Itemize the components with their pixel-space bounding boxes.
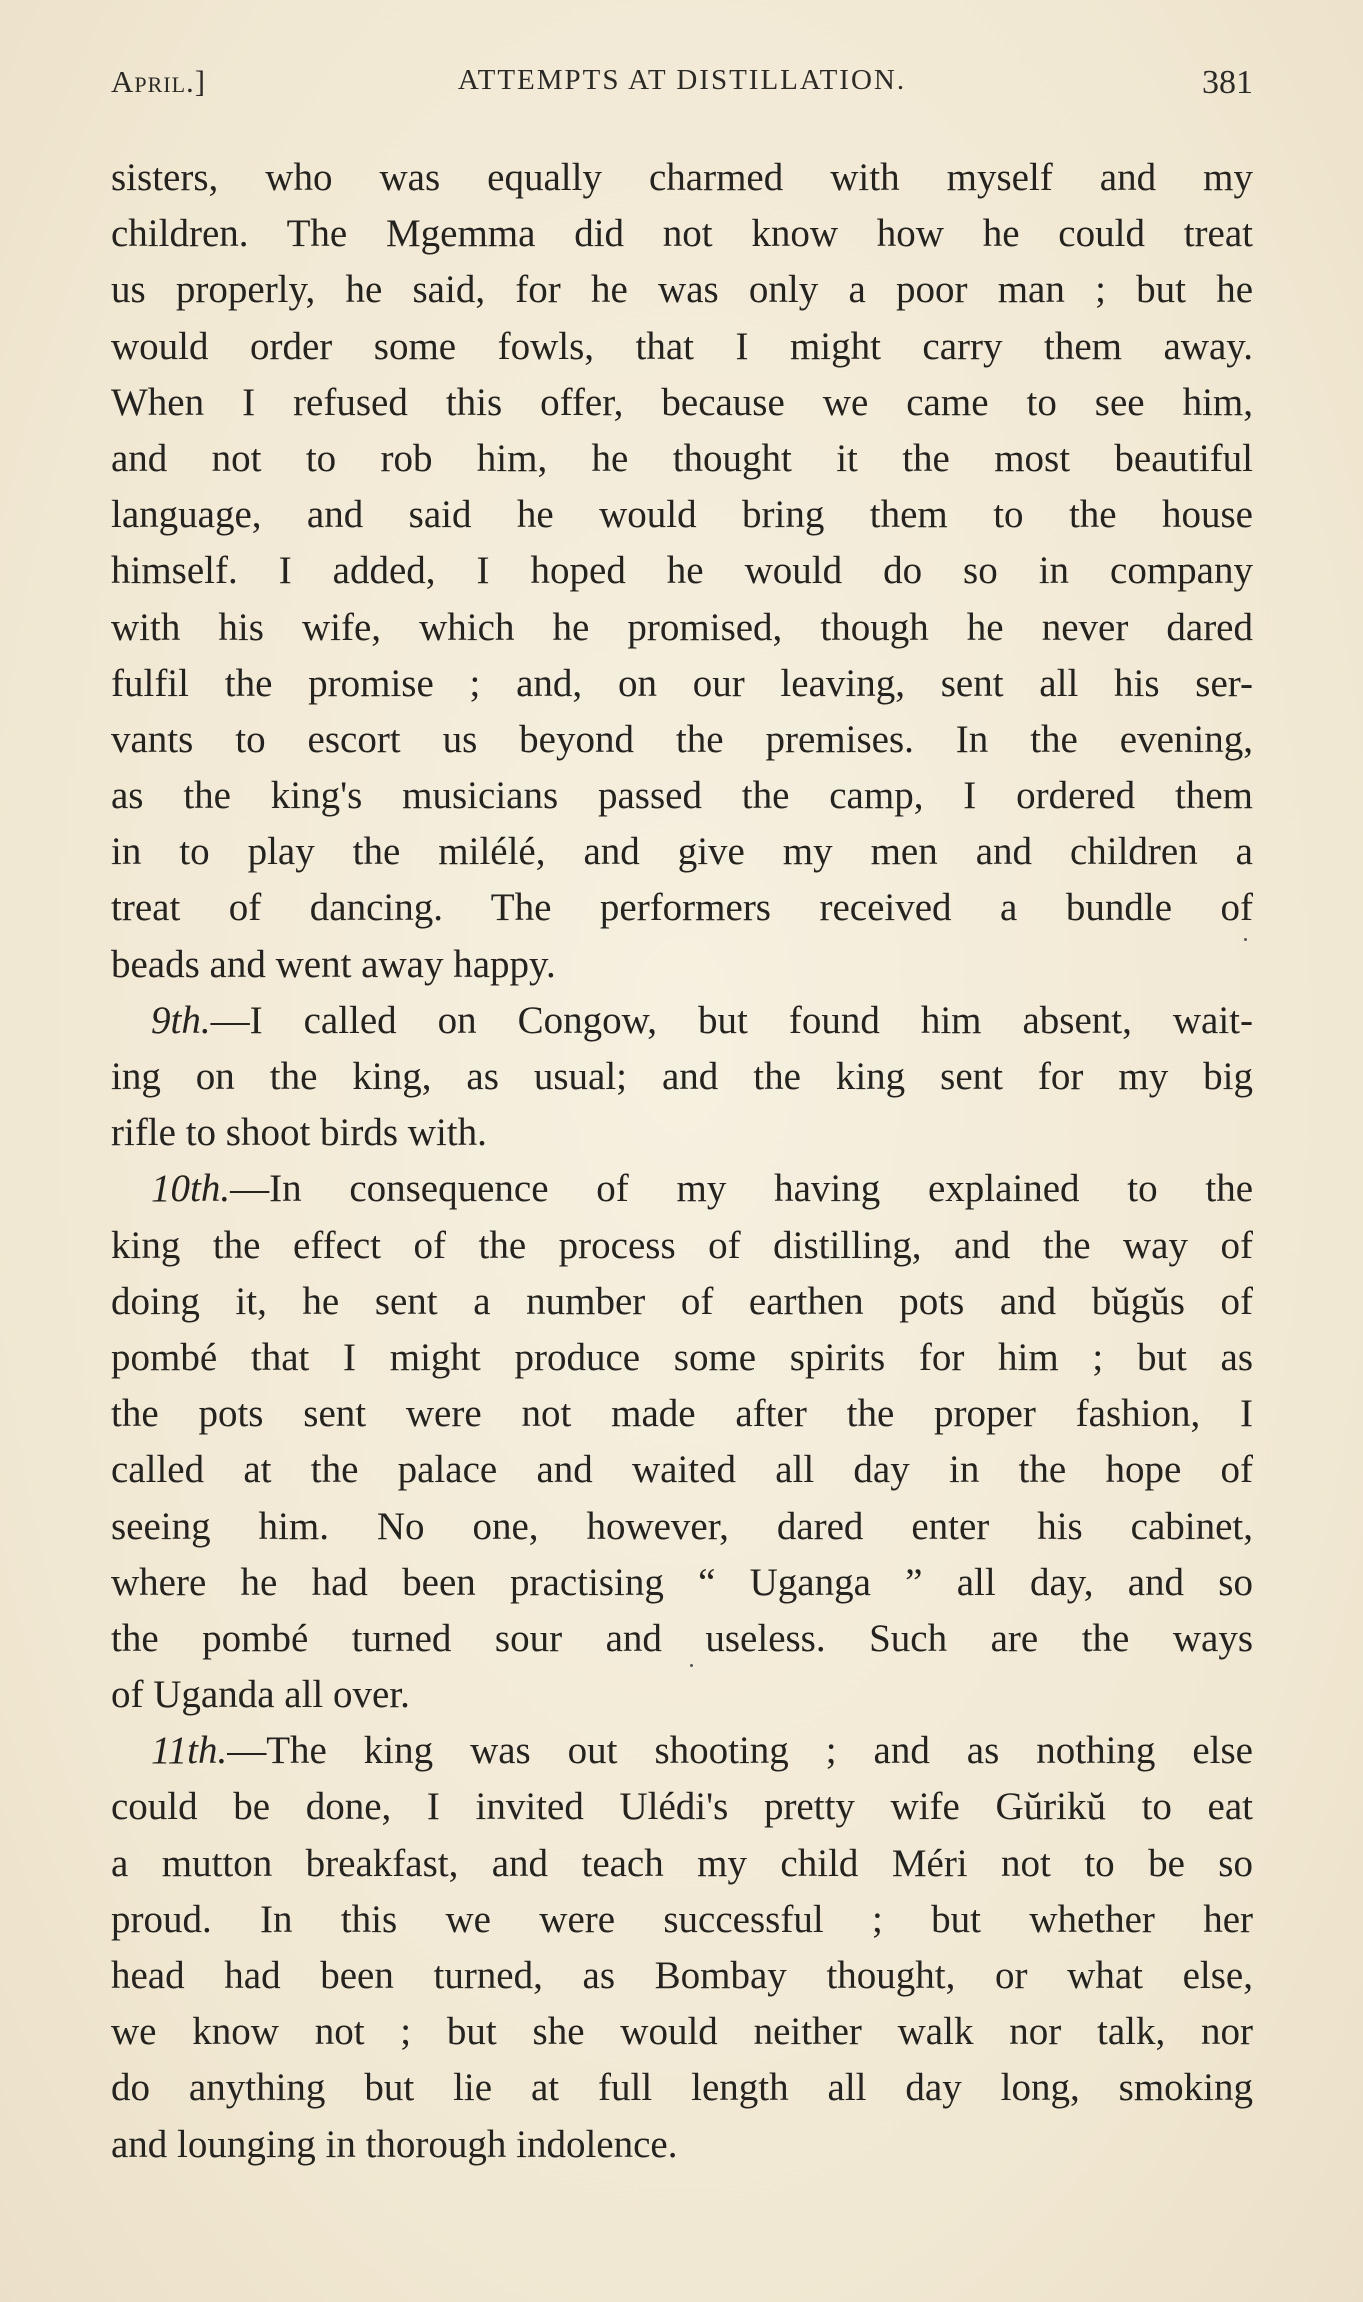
entry-date: 9th.: [151, 998, 211, 1042]
line-text: do anything but lie at full length all day long, smoking: [111, 2066, 1253, 2110]
line-text: When I refused this offer, because we came to see him,: [111, 380, 1253, 424]
text-line: [111, 1105, 1253, 1161]
text-line: [111, 1442, 1253, 1498]
text-line: [111, 880, 1253, 936]
text-line: [111, 824, 1253, 880]
line-text: —In consequence of my having explained to the: [230, 1167, 1253, 1211]
text-line: [111, 1274, 1253, 1330]
text-line: [111, 1330, 1253, 1386]
line-text: vants to escort us beyond the premises. In the evening,: [111, 717, 1253, 761]
text-line: [111, 543, 1253, 599]
text-line: [111, 375, 1253, 431]
line-text: with his wife, which he promised, though he never dared: [111, 605, 1253, 649]
text-line: [111, 937, 1253, 993]
text-line: [111, 1948, 1253, 2004]
text-line: [111, 1779, 1253, 1835]
page-number: 381: [1202, 64, 1253, 101]
line-text: pombé that I might produce some spirits for him ; but as: [111, 1335, 1253, 1379]
text-line: [111, 1667, 1253, 1723]
header-month: April.]: [111, 64, 207, 99]
running-header: [111, 64, 1253, 112]
line-text: and lounging in thorough indolence.: [111, 2122, 678, 2166]
line-text: and not to rob him, he thought it the most beautiful: [111, 436, 1253, 480]
line-text: called at the palace and waited all day in the hope of: [111, 1448, 1253, 1492]
line-text: as the king's musicians passed the camp, I ordered them: [111, 774, 1253, 818]
line-text: of Uganda all over.: [111, 1673, 410, 1717]
text-line: [111, 150, 1253, 206]
line-text: head had been turned, as Bombay thought, or what else,: [111, 1954, 1253, 1997]
line-text: the pombé turned sour and useless. Such are the ways: [111, 1616, 1253, 1660]
line-text: beads and went away happy.: [111, 942, 556, 986]
line-text: children. The Mgemma did not know how he could treat: [111, 212, 1253, 256]
line-text: a mutton breakfast, and teach my child Méri not to be so: [111, 1841, 1253, 1885]
text-line: [111, 1218, 1253, 1274]
text-line: [111, 993, 1253, 1049]
text-line: [111, 2060, 1253, 2116]
line-text: in to play the milélé, and give my men and children a: [111, 830, 1253, 874]
text-line: [111, 1555, 1253, 1611]
line-text: sisters, who was equally charmed with myself and my: [111, 156, 1253, 199]
line-text: the pots sent were not made after the proper fashion, I: [111, 1392, 1253, 1436]
text-line: [111, 768, 1253, 824]
text-line: [111, 1892, 1253, 1948]
text-line: [111, 600, 1253, 656]
text-line: [111, 1049, 1253, 1105]
text-line: [111, 1723, 1253, 1779]
entry-date: 10th.: [151, 1167, 231, 1211]
line-text: fulfil the promise ; and, on our leaving, sent all his ser-: [111, 661, 1253, 705]
entry-date: 11th.: [151, 1729, 228, 1773]
line-text: seeing him. No one, however, dared enter his cabinet,: [111, 1504, 1253, 1548]
text-line: [111, 2117, 1253, 2173]
line-text: we know not ; but she would neither walk nor talk, nor: [111, 2010, 1253, 2054]
line-text: treat of dancing. The performers received a bundle of: [111, 886, 1253, 930]
text-line: [111, 319, 1253, 375]
text-line: [111, 1161, 1253, 1217]
text-line: [111, 1386, 1253, 1442]
print-speck: [1244, 938, 1247, 941]
line-text: doing it, he sent a number of earthen pots and bŭgŭs of: [111, 1279, 1253, 1323]
line-text: himself. I added, I hoped he would do so in company: [111, 549, 1253, 593]
line-text: proud. In this we were successful ; but whether her: [111, 1897, 1253, 1941]
text-line: [111, 431, 1253, 487]
line-text: —The king was out shooting ; and as nothing else: [227, 1729, 1253, 1773]
body-text: [111, 150, 1253, 2173]
text-line: [111, 2004, 1253, 2060]
line-text: rifle to shoot birds with.: [111, 1111, 487, 1155]
text-line: [111, 206, 1253, 262]
line-text: us properly, he said, for he was only a poor man ; but he: [111, 268, 1253, 312]
text-line: [111, 1611, 1253, 1667]
line-text: language, and said he would bring them to the house: [111, 493, 1253, 537]
header-title: ATTEMPTS AT DISTILLATION.: [457, 64, 907, 96]
line-text: where he had been practising “ Uganga ” all day, and so: [111, 1560, 1253, 1604]
text-line: [111, 656, 1253, 712]
print-speck: [690, 1664, 693, 1667]
line-text: would order some fowls, that I might carry them away.: [111, 324, 1253, 368]
line-text: could be done, I invited Ulédi's pretty wife Gŭrikŭ to eat: [111, 1785, 1253, 1829]
text-line: [111, 712, 1253, 768]
line-text: king the effect of the process of distilling, and the way of: [111, 1223, 1253, 1267]
text-line: [111, 262, 1253, 318]
line-text: ing on the king, as usual; and the king sent for my big: [111, 1055, 1253, 1098]
text-line: [111, 1499, 1253, 1555]
text-line: [111, 487, 1253, 543]
text-line: [111, 1836, 1253, 1892]
line-text: —I called on Congow, but found him absent, wait-: [210, 998, 1253, 1042]
